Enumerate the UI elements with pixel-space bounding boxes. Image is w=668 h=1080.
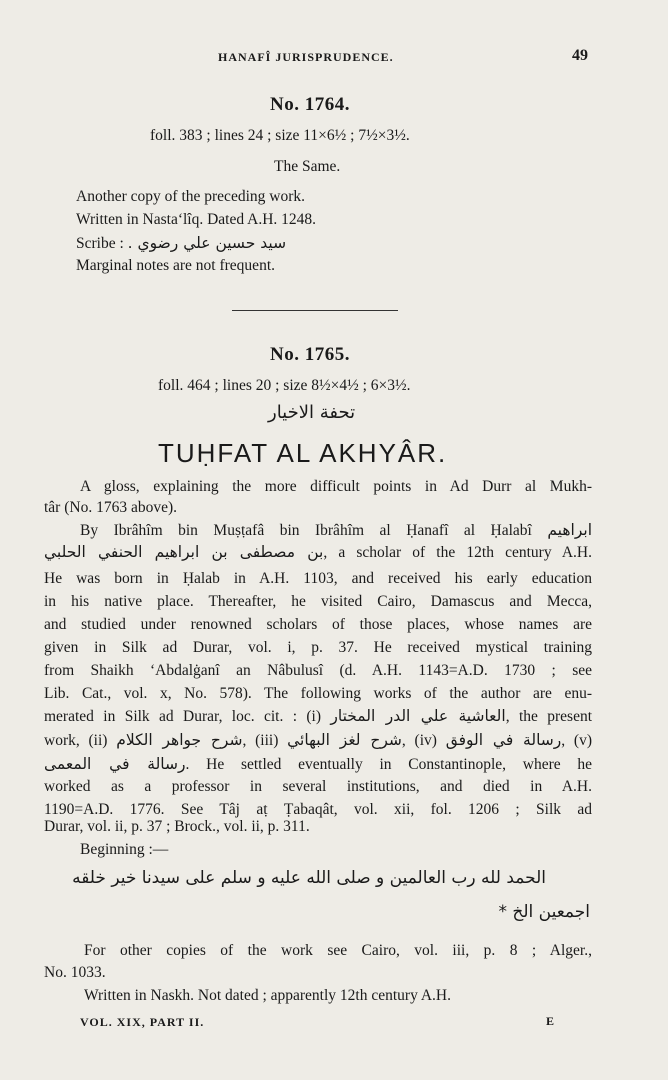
body-line-11	[44, 707, 592, 726]
body-line-16: Durar, vol. ii, p. 37 ; Brock., vol. ii, p. 311.	[44, 818, 310, 835]
author-arabic-2: بن مصطفى بن ابراهيم الحنفي الحلبي	[44, 543, 324, 561]
body-line-12	[44, 731, 592, 750]
line-12-text-b: , (iii)	[242, 732, 279, 749]
author-arabic-1: ابراهيم	[547, 521, 593, 539]
entry-number-1764: No. 1764.	[270, 94, 350, 115]
author-century: , a scholar of the 12th century A.H.	[323, 544, 592, 561]
beginning-label: Beginning :—	[80, 841, 169, 858]
subtitle-1764: The Same.	[274, 158, 341, 175]
entry-1764-last-line: Marginal notes are not frequent.	[76, 257, 275, 274]
work-4-arabic: رسالة في الوفق	[445, 731, 562, 749]
copies-line-2: No. 1033.	[44, 964, 106, 981]
line-12-text-d: , (v)	[561, 732, 592, 749]
line-11-text-a: merated in Silk ad Durar, loc. cit. : (i)	[44, 708, 322, 725]
scribe-line	[76, 232, 286, 255]
line-11-text-b: , the present	[505, 708, 593, 725]
line-12-text-a: work, (ii)	[44, 732, 108, 749]
work-title: TUḤFAT AL AKHYÂR.	[158, 438, 448, 468]
signature-mark: E	[546, 1014, 556, 1028]
page-number: 49	[572, 47, 588, 64]
body-line-1: A gloss, explaining the more difficult points in Ad Durr al Mukh-	[80, 478, 592, 495]
section-divider	[232, 310, 398, 311]
scribe-arabic: سيد حسين علي رضوي .	[127, 234, 287, 252]
work-1-arabic: العاشية علي الدر المختار	[330, 707, 506, 725]
body-line-3	[80, 521, 592, 540]
scribe-label: Scribe :	[76, 235, 124, 252]
body-line-4	[44, 543, 592, 562]
running-title: HANAFÎ JURISPRUDENCE.	[218, 50, 394, 64]
body-line-13	[44, 755, 592, 774]
work-3-arabic: شرح لغز البهائي	[287, 731, 402, 749]
entry-number-1765: No. 1765.	[270, 344, 350, 365]
entry-1764-line-2: Written in Nasta‘lîq. Dated A.H. 1248.	[76, 211, 317, 228]
arabic-title: تحفة الاخيار	[268, 402, 356, 423]
body-line-10: Lib. Cat., vol. x, No. 578). The following works of the author are enu-	[44, 685, 592, 702]
body-line-9: from Shaikh ‘Abdalġanî an Nâbulusî (d. A.H. 1143=A.D. 1730 ; see	[44, 662, 592, 679]
line-13-text: . He settled eventually in Constantinople, where he	[185, 756, 593, 773]
body-line-7: and studied under renowned scholars of those places, whose names are	[44, 616, 592, 633]
body-line-14: worked as a professor in several institutions, and died in A.H.	[44, 778, 592, 795]
body-line-8: given in Silk ad Durar, vol. i, p. 37. He received mystical training	[44, 639, 592, 656]
body-line-15: 1190=A.D. 1776. See Tâj aṭ Ṭabaqât, vol. xii, fol. 1206 ; Silk ad	[44, 801, 592, 818]
beginning-arabic-1: الحمد لله رب العالمين و صلى الله عليه و سلم على سيدنا خير خلقه	[72, 868, 546, 888]
author-name: By Ibrâhîm bin Muṣṭafâ bin Ibrâhîm al Ḥanafî al Ḥalabî	[80, 522, 532, 539]
body-line-6: in his native place. Thereafter, he visited Cairo, Damascus and Mecca,	[44, 593, 592, 610]
collation-1764: foll. 383 ; lines 24 ; size 11×6½ ; 7½×3½.	[150, 127, 410, 144]
copies-line-1: For other copies of the work see Cairo, vol. iii, p. 8 ; Alger.,	[84, 942, 592, 959]
entry-1764-line-1: Another copy of the preceding work.	[76, 188, 305, 205]
work-5-arabic: رسالة في المعمى	[44, 755, 186, 773]
collation-1765: foll. 464 ; lines 20 ; size 8½×4½ ; 6×3½.	[158, 377, 411, 394]
body-line-5: He was born in Ḥalab in A.H. 1103, and received his early education	[44, 570, 592, 587]
line-12-text-c: , (iv)	[401, 732, 437, 749]
written-line: Written in Naskh. Not dated ; apparently 12th century A.H.	[84, 987, 451, 1004]
volume-footer: VOL. XIX, PART II.	[80, 1015, 205, 1029]
work-2-arabic: شرح جواهر الكلام	[116, 731, 243, 749]
body-line-2: târ (No. 1763 above).	[44, 499, 177, 516]
beginning-arabic-2: اجمعين الخ *	[498, 902, 590, 922]
